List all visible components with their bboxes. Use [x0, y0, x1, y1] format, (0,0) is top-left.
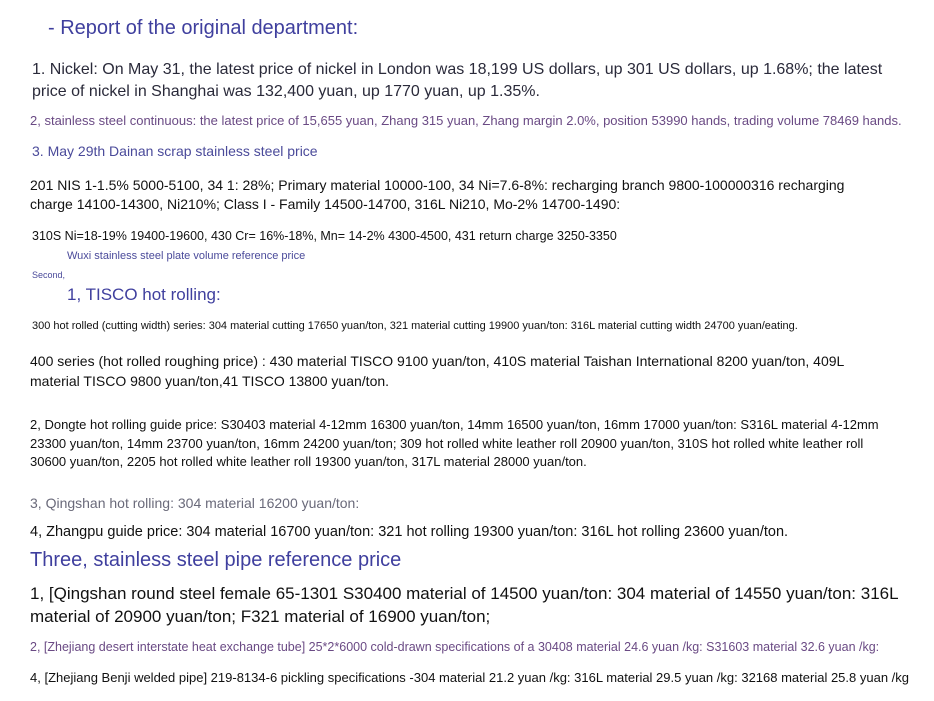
scrap-price-heading: 3. May 29th Dainan scrap stainless steel price: [32, 143, 318, 159]
zhejiang-welded-pipe-paragraph: 4, [Zhejiang Benji welded pipe] 219-8134-6 pickling specifications -304 material 21.2 yuan /kg: 316L material 29.5 yuan /kg: 32168 material 25.8 yuan /kg: [30, 670, 910, 685]
stainless-continuous-paragraph: 2, stainless steel continuous: the latest price of 15,655 yuan, Zhang 315 yuan, Zhang margin 2.0%, position 53990 hands, trading volume 78469 hands.: [30, 113, 902, 128]
qingshan-round-steel-paragraph: 1, [Qingshan round steel female 65-1301 S30400 material of 14500 yuan/ton: 304 material of 14550 yuan/ton: 316L material of 20900 yuan/ton; F321 material of 16900 yuan/ton;: [30, 584, 898, 626]
pipe-price-heading: Three, stainless steel pipe reference price: [30, 549, 402, 571]
wuxi-section-title: Wuxi stainless steel plate volume reference price: [67, 250, 306, 262]
report-title: - Report of the original department:: [48, 17, 359, 39]
nickel-paragraph: 1. Nickel: On May 31, the latest price of nickel in London was 18,199 US dollars, up 301 US dollars, up 1.68%; the latest price of nickel in Shanghai was 132,400 yuan, up 1770 yuan, up 1.35%.: [32, 61, 883, 100]
scrap-310s-paragraph: 310S Ni=18-19% 19400-19600, 430 Cr= 16%-18%, Mn= 14-2% 4300-4500, 431 return charge 3250-3350: [32, 229, 617, 243]
series-300-paragraph: 300 hot rolled (cutting width) series: 304 material cutting 17650 yuan/ton, 321 material cutting 19900 yuan/ton: 316L material cutting width 24700 yuan/eating.: [32, 320, 798, 332]
series-400-paragraph: 400 series (hot rolled roughing price) : 430 material TISCO 9100 yuan/ton, 410S material Taishan International 8200 yuan/ton, 409L material TISCO 9800 yuan/ton,41 TISCO 13800 yuan/ton.: [30, 353, 844, 389]
qingshan-hot-rolling-paragraph: 3, Qingshan hot rolling: 304 material 16200 yuan/ton:: [30, 495, 360, 511]
dongte-paragraph: 2, Dongte hot rolling guide price: S30403 material 4-12mm 16300 yuan/ton, 14mm 16500 yuan/ton, 16mm 17000 yuan/ton: S316L material 4-12mm 23300 yuan/ton, 14mm 23700 yuan/ton, 16mm 24200 yuan/ton; 309 hot rolled white leather roll 20900 yuan/ton, 310S hot rolled white leather roll 30600 yuan/ton, 2205 hot rolled white leather roll 19300 yuan/ton, 317L material 28000 yuan/ton.: [30, 417, 879, 469]
scrap-201-paragraph: 201 NIS 1-1.5% 5000-5100, 34 1: 28%; Primary material 10000-100, 34 Ni=7.6-8%: recharging branch 9800-100000316 recharging charge 14100-14300, Ni210%; Class I - Family 14500-14700, 316L Ni210, Mo-2% 14700-1490:: [30, 177, 845, 212]
second-section-label: Second,: [32, 270, 66, 280]
zhangpu-paragraph: 4, Zhangpu guide price: 304 material 16700 yuan/ton: 321 hot rolling 19300 yuan/ton: 316L hot rolling 23600 yuan/ton.: [30, 524, 789, 540]
zhejiang-heat-exchange-paragraph: 2, [Zhejiang desert interstate heat exchange tube] 25*2*6000 cold-drawn specifications of a 30408 material 24.6 yuan /kg: S31603 material 32.6 yuan /kg:: [30, 640, 880, 654]
tisco-hot-rolling-heading: 1, TISCO hot rolling:: [67, 285, 221, 304]
